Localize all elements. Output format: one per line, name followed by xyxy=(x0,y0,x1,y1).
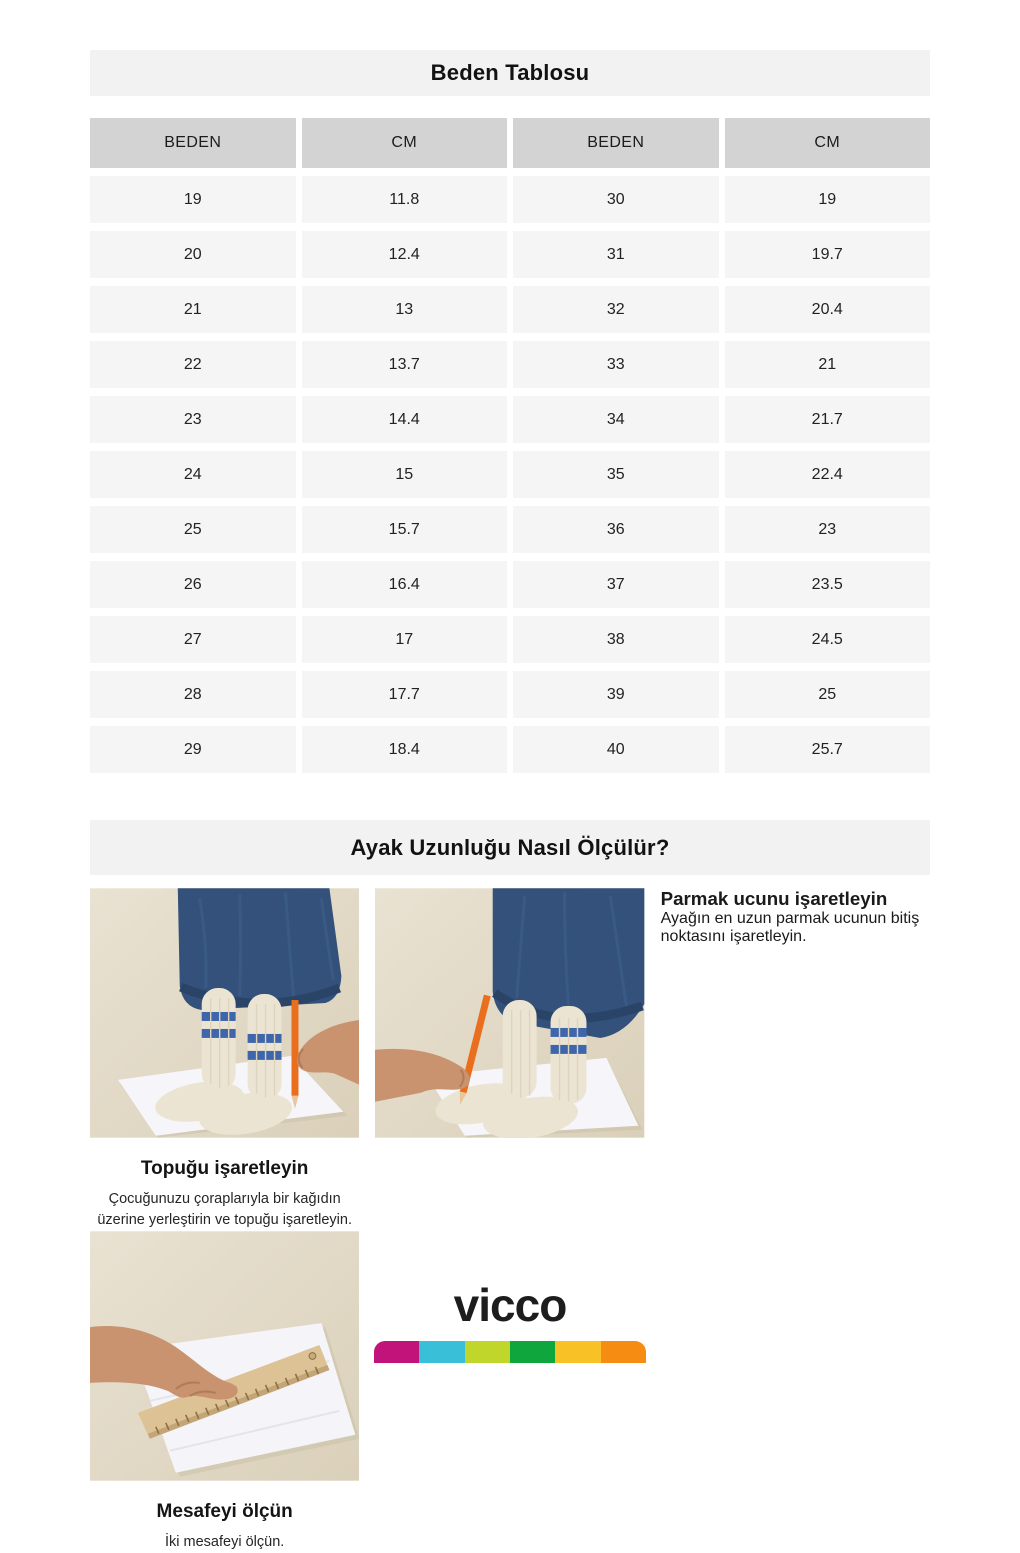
table-cell: 29 xyxy=(90,726,296,773)
column-header-beden-1: BEDEN xyxy=(90,118,296,168)
table-cell: 22 xyxy=(90,341,296,388)
table-cell: 15 xyxy=(302,451,508,498)
table-cell: 21.7 xyxy=(725,396,931,443)
step-description: Ayağın en uzun parmak ucunun bitiş noktasını işaretleyin. xyxy=(660,910,920,945)
column-header-beden-2: BEDEN xyxy=(513,118,719,168)
column-header-cm-2: CM xyxy=(725,118,931,168)
table-cell: 16.4 xyxy=(302,561,508,608)
size-chart-title: Beden Tablosu xyxy=(430,60,590,85)
table-cell: 21 xyxy=(90,286,296,333)
table-cell: 25 xyxy=(90,506,296,553)
table-cell: 21 xyxy=(725,341,931,388)
table-cell: 17 xyxy=(302,616,508,663)
table-cell: 13 xyxy=(302,286,508,333)
step-heading: Topuğu işaretleyin xyxy=(140,1158,309,1179)
step-card-toe xyxy=(375,888,644,1231)
table-cell: 32 xyxy=(513,286,719,333)
table-cell: 39 xyxy=(513,671,719,718)
table-cell: 19.7 xyxy=(725,231,931,278)
step-description: Çocuğunuzu çoraplarıyla bir kağıdın üzerine yerleştirin ve topuğu işaretleyin. xyxy=(97,1191,352,1229)
table-cell: 13.7 xyxy=(302,341,508,388)
table-cell: 20.4 xyxy=(725,286,931,333)
table-cell: 35 xyxy=(513,451,719,498)
table-cell: 20 xyxy=(90,231,296,278)
table-cell: 36 xyxy=(513,506,719,553)
measure-steps xyxy=(90,888,930,1553)
table-cell: 19 xyxy=(725,176,931,223)
table-cell: 23 xyxy=(90,396,296,443)
table-cell: 22.4 xyxy=(725,451,931,498)
toe-marking-photo xyxy=(375,888,644,1138)
heel-marking-photo xyxy=(90,888,359,1138)
table-cell: 25.7 xyxy=(725,726,931,773)
column-header-cm-1: CM xyxy=(302,118,508,168)
step-heading: Mesafeyi ölçün xyxy=(156,1501,293,1523)
table-cell: 26 xyxy=(90,561,296,608)
table-cell: 38 xyxy=(513,616,719,663)
table-cell: 37 xyxy=(513,561,719,608)
table-cell: 17.7 xyxy=(302,671,508,718)
table-cell: 24.5 xyxy=(725,616,931,663)
measure-section-title: Ayak Uzunluğu Nasıl Ölçülür? xyxy=(350,834,670,860)
table-cell: 25 xyxy=(725,671,931,718)
table-cell: 30 xyxy=(513,176,719,223)
measure-section-band xyxy=(90,820,930,875)
table-cell: 14.4 xyxy=(302,396,508,443)
step-heading: Parmak ucunu işaretleyin xyxy=(660,888,888,909)
size-chart-band xyxy=(90,50,930,96)
table-cell: 19 xyxy=(90,176,296,223)
table-cell: 15.7 xyxy=(302,506,508,553)
size-chart-table xyxy=(90,118,930,773)
brand-logo: vicco xyxy=(453,1279,567,1331)
table-cell: 31 xyxy=(513,231,719,278)
step-card-heel xyxy=(90,888,359,1231)
table-cell: 12.4 xyxy=(302,231,508,278)
table-cell: 23 xyxy=(725,506,931,553)
table-cell: 34 xyxy=(513,396,719,443)
table-cell: 23.5 xyxy=(725,561,931,608)
table-cell: 27 xyxy=(90,616,296,663)
table-cell: 33 xyxy=(513,341,719,388)
step-description: İki mesafeyi ölçün. xyxy=(165,1534,285,1551)
table-cell: 28 xyxy=(90,671,296,718)
table-cell: 11.8 xyxy=(302,176,508,223)
step-card-measure xyxy=(90,1231,359,1553)
table-cell: 24 xyxy=(90,451,296,498)
table-cell: 40 xyxy=(513,726,719,773)
brand-footer xyxy=(0,1279,1020,1360)
table-cell: 18.4 xyxy=(302,726,508,773)
